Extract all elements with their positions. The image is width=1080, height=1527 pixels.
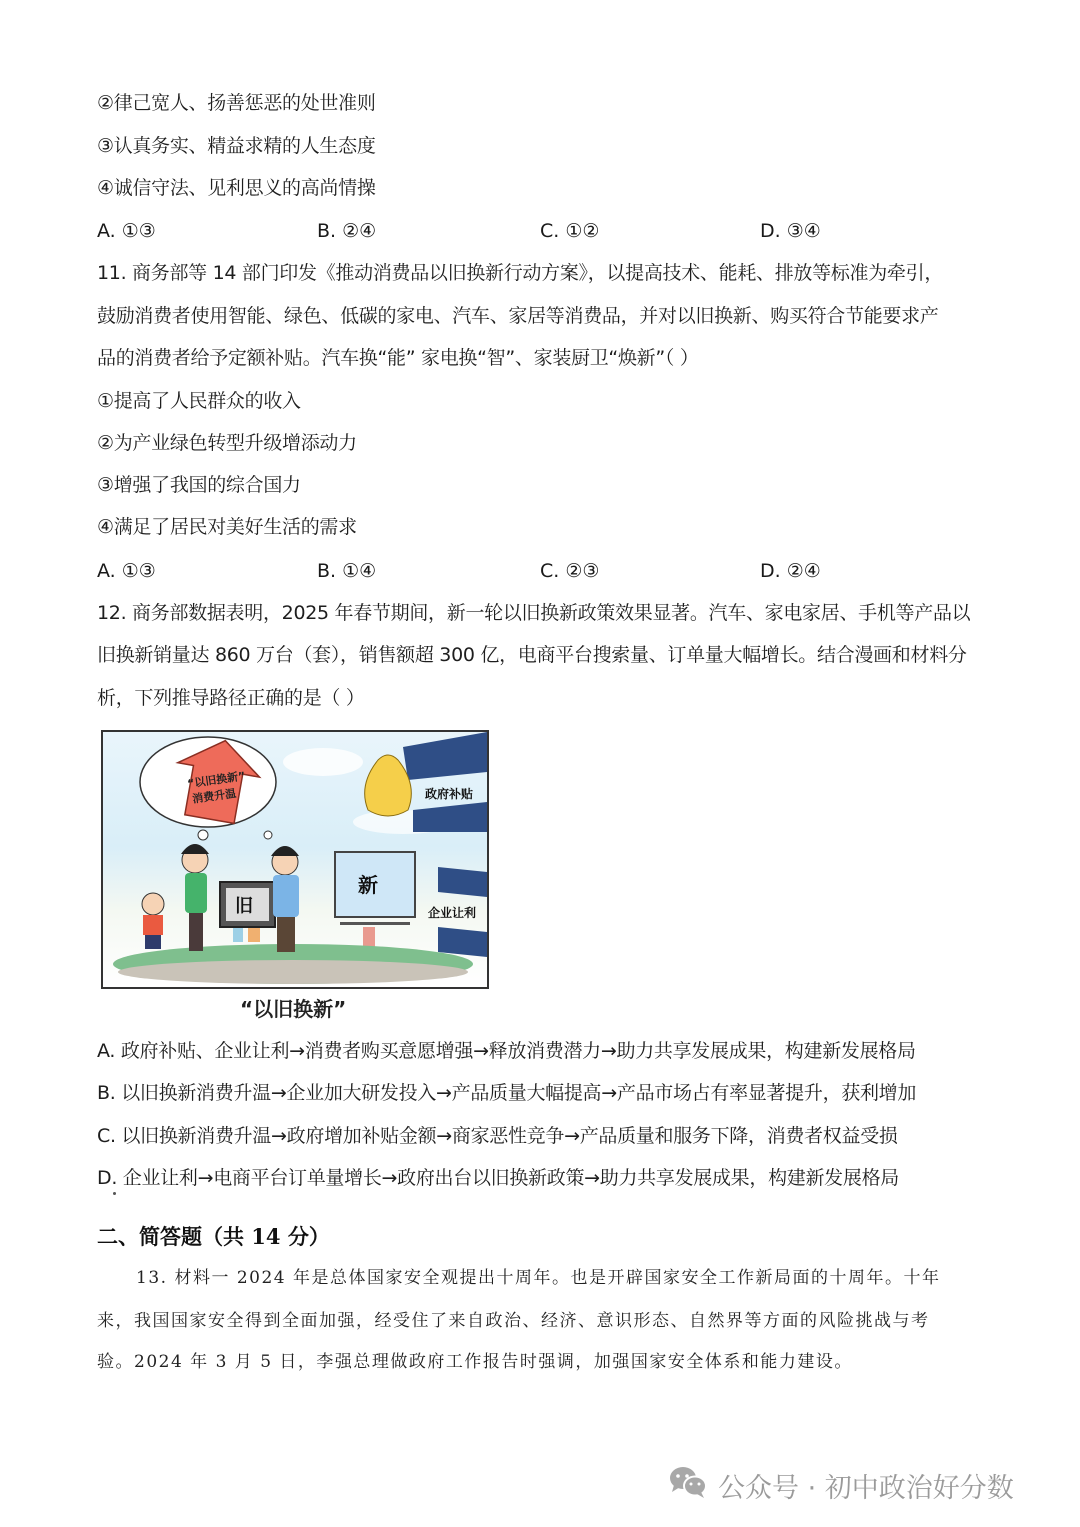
q13-line-1: 13. 材料一 2024 年是总体国家安全观提出十周年。也是开辟国家安全工作新局面的十周年。十年 [136,1268,941,1288]
q11-statement-3: ③增强了我国的综合国力 [97,474,301,496]
q12-option-b: B. 以旧换新消费升温→企业加大研发投入→产品质量大幅提高→产品市场占有率显著提升，获利增加 [97,1082,917,1104]
cartoon-caption: “以旧换新” [240,997,347,1021]
wechat-icon [668,1465,708,1506]
q10-options [97,219,997,243]
q12-option-a: A. 政府补贴、企业让利→消费者购买意愿增强→释放消费潜力→助力共享发展成果，构建新发展格局 [97,1040,916,1062]
q11-option-c: C. ②③ [540,560,600,582]
q13-line-3: 验。2024 年 3 月 5 日，李强总理做政府工作报告时强调，加强国家安全体系和能力建设。 [97,1352,853,1372]
trade-in-cartoon [101,730,489,989]
q12-stem-line-1: 12. 商务部数据表明，2025 年春节期间，新一轮以旧换新政策效果显著。汽车、家电家居、手机等产品以 [97,602,971,624]
q10-option-a: A. ①③ [97,220,156,242]
q11-statement-2: ②为产业绿色转型升级增添动力 [97,432,357,454]
q11-stem-line-3: 品的消费者给予定额补贴。汽车换“能” 家电换“智”、家装厨卫“焕新”（ ） [97,347,699,369]
new-tv-label: 新 [358,873,378,897]
q11-statement-4: ④满足了居民对美好生活的需求 [97,516,357,538]
q10-option-b: B. ②④ [317,220,377,242]
q11-option-a: A. ①③ [97,560,156,582]
q10-statement-2: ②律己宽人、扬善惩恶的处世准则 [97,92,376,114]
q12-stem-line-3: 析，下列推导路径正确的是（ ） [97,687,365,709]
stray-dot [113,1192,116,1195]
q12-option-c: C. 以旧换新消费升温→政府增加补贴金额→商家恶性竞争→产品质量和服务下降，消费者权益受损 [97,1125,898,1147]
q10-statement-3: ③认真务实、精益求精的人生态度 [97,135,376,157]
q12-stem-line-2: 旧换新销量达 860 万台（套），销售额超 300 亿，电商平台搜索量、订单量大幅增长。结合漫画和材料分 [97,644,967,666]
q11-option-d: D. ②④ [760,560,821,582]
q11-stem-line-1: 11. 商务部等 14 部门印发《推动消费品以旧换新行动方案》，以提高技术、能耗、排放等标准为牵引， [97,262,944,284]
section-title: 二、简答题（共 14 分） [97,1224,330,1249]
q10-statement-4: ④诚信守法、见利思义的高尚情操 [97,177,376,199]
q11-option-b: B. ①④ [317,560,377,582]
q13-line-2: 来，我国国家安全得到全面加强，经受住了来自政治、经济、意识形态、自然界等方面的风险挑战与考 [97,1311,930,1331]
arrow-text-2: 消费升温 [191,786,237,806]
subsidy-label: 政府补贴 [425,787,474,801]
q12-option-d: D. 企业让利→电商平台订单量增长→政府出台以旧换新政策→助力共享发展成果，构建新发展格局 [97,1167,899,1189]
q10-option-c: C. ①② [540,220,600,242]
discount-label: 企业让利 [428,906,477,920]
watermark-text: 公众号 · 初中政治好分数 [718,1473,1014,1504]
q11-options [97,559,997,583]
arrow-text-1: “以旧换新” [186,769,247,791]
watermark [668,1465,1014,1506]
q10-option-d: D. ③④ [760,220,821,242]
q11-statement-1: ①提高了人民群众的收入 [97,390,301,412]
q11-stem-line-2: 鼓励消费者使用智能、绿色、低碳的家电、汽车、家居等消费品，并对以旧换新、购买符合节能要求产 [97,305,939,327]
old-tv-label: 旧 [235,896,253,917]
